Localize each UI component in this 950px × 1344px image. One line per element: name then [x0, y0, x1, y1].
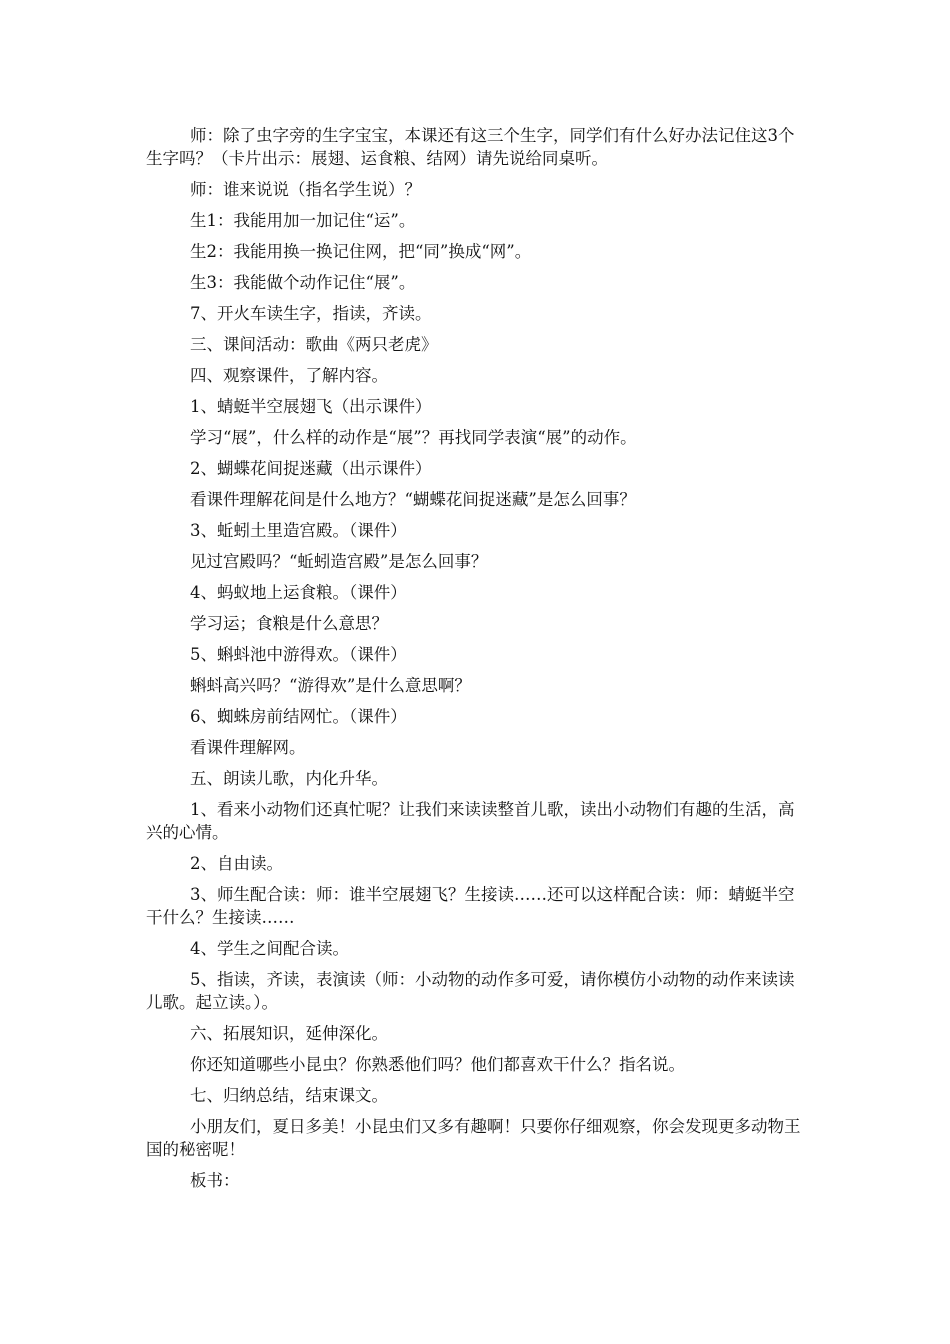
paragraph: 生3：我能做个动作记住“展”。 [190, 273, 416, 292]
section-heading: 四、观察课件，了解内容。 [190, 366, 388, 385]
paragraph: 2、蝴蝶花间捉迷藏（出示课件） [190, 459, 432, 478]
paragraph: 6、蜘蛛房前结网忙。（课件） [190, 707, 407, 726]
board-writing-label: 板书： [190, 1171, 240, 1190]
paragraph: 生2：我能用换一换记住网，把“同”换成“网”。 [190, 242, 532, 261]
section-heading: 七、归纳总结，结束课文。 [190, 1086, 388, 1105]
paragraph: 4、学生之间配合读。 [190, 939, 349, 958]
paragraph: 学习“展”，什么样的动作是“展”？再找同学表演“展”的动作。 [190, 428, 637, 447]
section-heading: 三、课间活动：歌曲《两只老虎》 [190, 335, 438, 354]
paragraph: 师：谁来说说（指名学生说）？ [190, 180, 421, 199]
paragraph: 5、蝌蚪池中游得欢。（课件） [190, 645, 407, 664]
paragraph: 4、蚂蚁地上运食粮。（课件） [190, 583, 407, 602]
paragraph: 蝌蚪高兴吗？“游得欢”是什么意思啊？ [190, 676, 471, 695]
paragraph: 师：除了虫字旁的生字宝宝，本课还有这三个生字，同学们有什么好办法记住这3个生字吗？（卡片出示：展翅、运食粮、结网）请先说给同桌听。 [146, 126, 795, 168]
paragraph: 3、师生配合读：师：谁半空展翅飞？生接读……还可以这样配合读：师：蜻蜓半空干什么？生接读…… [146, 885, 795, 927]
paragraph: 你还知道哪些小昆虫？你熟悉他们吗？他们都喜欢干什么？指名说。 [190, 1055, 685, 1074]
paragraph: 1、蜻蜓半空展翅飞（出示课件） [190, 397, 432, 416]
paragraph: 2、自由读。 [190, 854, 283, 873]
paragraph: 生1：我能用加一加记住“运”。 [190, 211, 416, 230]
paragraph: 看课件理解网。 [190, 738, 306, 757]
paragraph: 3、蚯蚓土里造宫殿。（课件） [190, 521, 407, 540]
section-heading: 六、拓展知识，延伸深化。 [190, 1024, 388, 1043]
paragraph: 5、指读，齐读，表演读（师：小动物的动作多可爱，请你模仿小动物的动作来读读儿歌。起立读。）。 [146, 970, 795, 1012]
paragraph: 小朋友们，夏日多美！小昆虫们又多有趣啊！只要你仔细观察，你会发现更多动物王国的秘密呢！ [146, 1117, 801, 1159]
paragraph: 学习运；食粮是什么意思？ [190, 614, 388, 633]
paragraph: 7、开火车读生字，指读，齐读。 [190, 304, 432, 323]
paragraph: 1、看来小动物们还真忙呢？让我们来读读整首儿歌，读出小动物们有趣的生活，高兴的心情。 [146, 800, 795, 842]
section-heading: 五、朗读儿歌，内化升华。 [190, 769, 388, 788]
document-body [146, 124, 806, 1200]
paragraph: 见过宫殿吗？“蚯蚓造宫殿”是怎么回事？ [190, 552, 488, 571]
paragraph: 看课件理解花间是什么地方？“蝴蝶花间捉迷藏”是怎么回事？ [190, 490, 636, 509]
